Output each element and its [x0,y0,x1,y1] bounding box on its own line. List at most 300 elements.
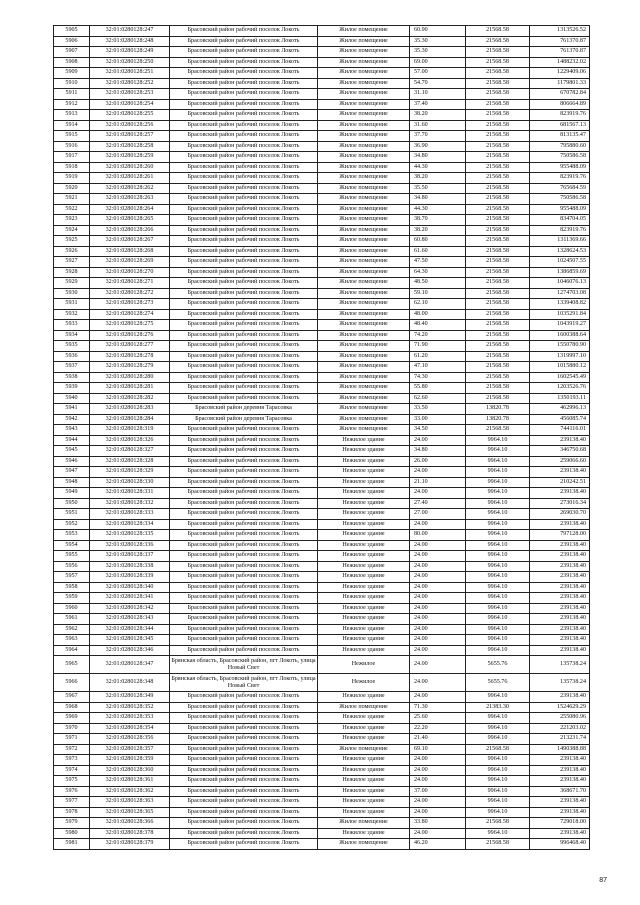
area-cell: 34.50 [410,425,466,436]
table-row [54,425,590,436]
object-type-cell: Нежилое здание [318,645,410,656]
row-number-cell: 5980 [54,828,90,839]
cadastral-value-cell: 462996.13 [530,404,590,415]
cadastral-number-cell: 32:01:0280128:341 [90,593,170,604]
row-number-cell: 5941 [54,404,90,415]
row-number-cell: 5964 [54,645,90,656]
table-row [54,624,590,635]
object-type-cell: Нежилое здание [318,467,410,478]
cadastral-value-cell: 1313526.52 [530,26,590,37]
cadastral-number-cell: 32:01:0280128:263 [90,194,170,205]
table-row [54,692,590,703]
area-cell: 48.50 [410,278,466,289]
unit-value-cell: 21568.58 [466,393,530,404]
object-type-cell: Жилое помещение [318,173,410,184]
area-cell: 38.20 [410,110,466,121]
area-cell: 24.00 [410,551,466,562]
table-row [54,131,590,142]
object-type-cell: Нежилое здание [318,477,410,488]
address-cell: Брасовский район рабочий поселок Локоть [170,351,318,362]
row-number-cell: 5945 [54,446,90,457]
area-cell: 36.90 [410,141,466,152]
area-cell: 64.30 [410,267,466,278]
cadastral-number-cell: 32:01:0280128:273 [90,299,170,310]
cadastral-value-cell: 1046076.13 [530,278,590,289]
unit-value-cell: 9964.10 [466,828,530,839]
unit-value-cell: 21568.58 [466,173,530,184]
object-type-cell: Жилое помещение [318,141,410,152]
address-cell: Брасовский район рабочий поселок Локоть [170,110,318,121]
unit-value-cell: 21568.58 [466,288,530,299]
address-cell: Брасовский район рабочий поселок Локоть [170,299,318,310]
cadastral-number-cell: 32:01:0280128:340 [90,582,170,593]
cadastral-value-cell: 239138.40 [530,776,590,787]
address-cell: Брасовский район рабочий поселок Локоть [170,435,318,446]
table-row [54,78,590,89]
unit-value-cell: 5655.76 [466,656,530,674]
area-cell: 55.80 [410,383,466,394]
table-row [54,839,590,850]
area-cell: 71.90 [410,341,466,352]
table-row [54,194,590,205]
table-row [54,246,590,257]
cadastral-value-cell: 823919.76 [530,225,590,236]
registry-table [53,25,590,850]
object-type-cell: Нежилое здание [318,488,410,499]
object-type-cell: Нежилое здание [318,572,410,583]
area-cell: 33.00 [410,414,466,425]
table-row [54,68,590,79]
object-type-cell: Жилое помещение [318,330,410,341]
table-row [54,674,590,692]
cadastral-value-cell: 239138.40 [530,614,590,625]
area-cell: 24.00 [410,582,466,593]
cadastral-value-cell: 797128.00 [530,530,590,541]
area-cell: 62.60 [410,393,466,404]
object-type-cell: Нежилое здание [318,603,410,614]
row-number-cell: 5929 [54,278,90,289]
unit-value-cell: 9964.10 [466,435,530,446]
row-number-cell: 5934 [54,330,90,341]
object-type-cell: Жилое помещение [318,236,410,247]
area-cell: 24.00 [410,624,466,635]
address-cell: Брасовский район рабочий поселок Локоть [170,807,318,818]
address-cell: Брасовский район рабочий поселок Локоть [170,89,318,100]
unit-value-cell: 9964.10 [466,786,530,797]
cadastral-value-cell: 1550780.90 [530,341,590,352]
unit-value-cell: 21568.58 [466,194,530,205]
table-row [54,99,590,110]
row-number-cell: 5905 [54,26,90,37]
object-type-cell: Нежилое здание [318,692,410,703]
object-type-cell: Нежилое здание [318,786,410,797]
cadastral-value-cell: 955488.09 [530,204,590,215]
table-row [54,723,590,734]
area-cell: 24.00 [410,467,466,478]
area-cell: 46.20 [410,839,466,850]
address-cell: Брасовский район рабочий поселок Локоть [170,614,318,625]
object-type-cell: Нежилое здание [318,509,410,520]
table-row [54,141,590,152]
cadastral-number-cell: 32:01:0280128:275 [90,320,170,331]
cadastral-value-cell: 1339408.82 [530,299,590,310]
row-number-cell: 5924 [54,225,90,236]
table-row [54,456,590,467]
object-type-cell: Жилое помещение [318,818,410,829]
cadastral-number-cell: 32:01:0280128:334 [90,519,170,530]
area-cell: 24.00 [410,828,466,839]
cadastral-value-cell: 1600388.64 [530,330,590,341]
object-type-cell: Нежилое здание [318,551,410,562]
cadastral-value-cell: 135738.24 [530,656,590,674]
row-number-cell: 5931 [54,299,90,310]
cadastral-number-cell: 32:01:0280128:352 [90,702,170,713]
cadastral-number-cell: 32:01:0280128:356 [90,734,170,745]
unit-value-cell: 9964.10 [466,614,530,625]
cadastral-number-cell: 32:01:0280128:338 [90,561,170,572]
address-cell: Брасовский район рабочий поселок Локоть [170,776,318,787]
object-type-cell: Жилое помещение [318,404,410,415]
table-row [54,372,590,383]
address-cell: Брасовский район рабочий поселок Локоть [170,330,318,341]
area-cell: 34.80 [410,194,466,205]
row-number-cell: 5911 [54,89,90,100]
row-number-cell: 5923 [54,215,90,226]
table-row [54,36,590,47]
cadastral-number-cell: 32:01:0280128:281 [90,383,170,394]
object-type-cell: Нежилое здание [318,776,410,787]
table-row [54,47,590,58]
unit-value-cell: 9964.10 [466,635,530,646]
object-type-cell: Нежилое здание [318,797,410,808]
cadastral-value-cell: 239138.40 [530,582,590,593]
row-number-cell: 5968 [54,702,90,713]
cadastral-number-cell: 32:01:0280128:360 [90,765,170,776]
address-cell: Брасовский район рабочий поселок Локоть [170,141,318,152]
cadastral-number-cell: 32:01:0280128:339 [90,572,170,583]
cadastral-value-cell: 1311369.66 [530,236,590,247]
cadastral-number-cell: 32:01:0280128:269 [90,257,170,268]
table-row [54,828,590,839]
cadastral-number-cell: 32:01:0280128:361 [90,776,170,787]
object-type-cell: Жилое помещение [318,393,410,404]
table-row [54,593,590,604]
row-number-cell: 5953 [54,530,90,541]
cadastral-number-cell: 32:01:0280128:257 [90,131,170,142]
cadastral-value-cell: 1203526.76 [530,383,590,394]
area-cell: 35.30 [410,47,466,58]
area-cell: 33.50 [410,404,466,415]
object-type-cell: Жилое помещение [318,215,410,226]
cadastral-value-cell: 239138.40 [530,635,590,646]
unit-value-cell: 21568.58 [466,351,530,362]
address-cell: Брасовский район рабочий поселок Локоть [170,624,318,635]
area-cell: 34.80 [410,446,466,457]
cadastral-number-cell: 32:01:0280128:260 [90,162,170,173]
table-row [54,713,590,724]
cadastral-value-cell: 239138.40 [530,519,590,530]
unit-value-cell: 9964.10 [466,593,530,604]
address-cell: Брасовский район рабочий поселок Локоть [170,372,318,383]
cadastral-number-cell: 32:01:0280128:283 [90,404,170,415]
area-cell: 34.80 [410,152,466,163]
object-type-cell: Жилое помещение [318,152,410,163]
unit-value-cell: 21568.58 [466,204,530,215]
table-row [54,807,590,818]
address-cell: Брасовский район рабочий поселок Локоть [170,713,318,724]
unit-value-cell: 21568.58 [466,246,530,257]
area-cell: 57.00 [410,68,466,79]
cadastral-value-cell: 1319997.10 [530,351,590,362]
row-number-cell: 5963 [54,635,90,646]
cadastral-number-cell: 32:01:0280128:331 [90,488,170,499]
row-number-cell: 5946 [54,456,90,467]
table-row [54,519,590,530]
unit-value-cell: 9964.10 [466,797,530,808]
table-row [54,383,590,394]
object-type-cell: Жилое помещение [318,246,410,257]
cadastral-value-cell: 346750.68 [530,446,590,457]
unit-value-cell: 21568.58 [466,36,530,47]
object-type-cell: Жилое помещение [318,288,410,299]
object-type-cell: Нежилое здание [318,435,410,446]
table-row [54,299,590,310]
unit-value-cell: 21568.58 [466,341,530,352]
area-cell: 24.00 [410,674,466,692]
cadastral-number-cell: 32:01:0280128:278 [90,351,170,362]
cadastral-number-cell: 32:01:0280128:357 [90,744,170,755]
unit-value-cell: 9964.10 [466,540,530,551]
address-cell: Брасовский район рабочий поселок Локоть [170,57,318,68]
area-cell: 38.20 [410,225,466,236]
cadastral-number-cell: 32:01:0280128:333 [90,509,170,520]
address-cell: Брасовский район рабочий поселок Локоть [170,257,318,268]
address-cell: Брасовский район рабочий поселок Локоть [170,278,318,289]
cadastral-number-cell: 32:01:0280128:284 [90,414,170,425]
table-row [54,603,590,614]
object-type-cell: Жилое помещение [318,110,410,121]
address-cell: Брасовский район рабочий поселок Локоть [170,320,318,331]
table-row [54,26,590,37]
area-cell: 24.00 [410,540,466,551]
object-type-cell: Жилое помещение [318,78,410,89]
cadastral-value-cell: 239138.40 [530,645,590,656]
cadastral-number-cell: 32:01:0280128:279 [90,362,170,373]
unit-value-cell: 9964.10 [466,734,530,745]
area-cell: 74.30 [410,372,466,383]
cadastral-value-cell: 823919.76 [530,110,590,121]
object-type-cell: Жилое помещение [318,47,410,58]
unit-value-cell: 21568.58 [466,131,530,142]
unit-value-cell: 5655.76 [466,674,530,692]
object-type-cell: Жилое помещение [318,425,410,436]
unit-value-cell: 21568.58 [466,89,530,100]
cadastral-number-cell: 32:01:0280128:379 [90,839,170,850]
cadastral-value-cell: 456085.74 [530,414,590,425]
unit-value-cell: 21568.58 [466,110,530,121]
row-number-cell: 5942 [54,414,90,425]
address-cell: Брасовский район рабочий поселок Локоть [170,456,318,467]
object-type-cell: Жилое помещение [318,225,410,236]
area-cell: 27.40 [410,498,466,509]
area-cell: 25.60 [410,713,466,724]
address-cell: Брасовский район рабочий поселок Локоть [170,540,318,551]
row-number-cell: 5961 [54,614,90,625]
cadastral-number-cell: 32:01:0280128:255 [90,110,170,121]
cadastral-number-cell: 32:01:0280128:265 [90,215,170,226]
cadastral-number-cell: 32:01:0280128:252 [90,78,170,89]
object-type-cell: Жилое помещение [318,299,410,310]
row-number-cell: 5913 [54,110,90,121]
unit-value-cell: 9964.10 [466,723,530,734]
table-row [54,561,590,572]
cadastral-number-cell: 32:01:0280128:345 [90,635,170,646]
row-number-cell: 5938 [54,372,90,383]
address-cell: Брасовский район рабочий поселок Локоть [170,47,318,58]
table-row [54,110,590,121]
area-cell: 26.00 [410,456,466,467]
table-row [54,797,590,808]
row-number-cell: 5979 [54,818,90,829]
object-type-cell: Жилое помещение [318,99,410,110]
area-cell: 24.00 [410,755,466,766]
row-number-cell: 5965 [54,656,90,674]
cadastral-value-cell: 135738.24 [530,674,590,692]
table-row [54,435,590,446]
unit-value-cell: 21568.58 [466,47,530,58]
object-type-cell: Жилое помещение [318,89,410,100]
row-number-cell: 5971 [54,734,90,745]
area-cell: 37.40 [410,99,466,110]
cadastral-number-cell: 32:01:0280128:264 [90,204,170,215]
object-type-cell: Нежилое здание [318,807,410,818]
object-type-cell: Жилое помещение [318,839,410,850]
address-cell: Брасовский район рабочий поселок Локоть [170,786,318,797]
unit-value-cell: 9964.10 [466,755,530,766]
address-cell: Брасовский район рабочий поселок Локоть [170,267,318,278]
object-type-cell: Жилое помещение [318,120,410,131]
cadastral-number-cell: 32:01:0280128:266 [90,225,170,236]
cadastral-number-cell: 32:01:0280128:347 [90,656,170,674]
row-number-cell: 5975 [54,776,90,787]
table-row [54,204,590,215]
row-number-cell: 5966 [54,674,90,692]
object-type-cell: Нежилое [318,656,410,674]
table-row [54,467,590,478]
cadastral-value-cell: 1274703.08 [530,288,590,299]
unit-value-cell: 21568.58 [466,99,530,110]
unit-value-cell: 9964.10 [466,467,530,478]
cadastral-number-cell: 32:01:0280128:271 [90,278,170,289]
unit-value-cell: 9964.10 [466,519,530,530]
area-cell: 24.00 [410,603,466,614]
address-cell: Брасовский район рабочий поселок Локоть [170,744,318,755]
unit-value-cell: 21568.58 [466,299,530,310]
table-row [54,414,590,425]
address-cell: Брасовский район рабочий поселок Локоть [170,477,318,488]
object-type-cell: Жилое помещение [318,26,410,37]
cadastral-number-cell: 32:01:0280128:268 [90,246,170,257]
table-row [54,786,590,797]
area-cell: 24.00 [410,572,466,583]
unit-value-cell: 9964.10 [466,446,530,457]
cadastral-value-cell: 239138.40 [530,624,590,635]
cadastral-value-cell: 221203.02 [530,723,590,734]
cadastral-value-cell: 806664.89 [530,99,590,110]
unit-value-cell: 9964.10 [466,561,530,572]
table-row [54,614,590,625]
address-cell: Брасовский район рабочий поселок Локоть [170,236,318,247]
address-cell: Брасовский район рабочий поселок Локоть [170,288,318,299]
unit-value-cell: 21568.58 [466,215,530,226]
cadastral-number-cell: 32:01:0280128:327 [90,446,170,457]
area-cell: 38.70 [410,215,466,226]
address-cell: Брасовский район рабочий поселок Локоть [170,692,318,703]
table-row [54,173,590,184]
address-cell: Брасовский район рабочий поселок Локоть [170,194,318,205]
area-cell: 47.50 [410,257,466,268]
row-number-cell: 5944 [54,435,90,446]
cadastral-number-cell: 32:01:0280128:282 [90,393,170,404]
address-cell: Брасовский район рабочий поселок Локоть [170,467,318,478]
unit-value-cell: 21568.58 [466,78,530,89]
row-number-cell: 5959 [54,593,90,604]
table-row [54,582,590,593]
cadastral-number-cell: 32:01:0280128:328 [90,456,170,467]
object-type-cell: Нежилое здание [318,582,410,593]
row-number-cell: 5949 [54,488,90,499]
cadastral-value-cell: 273016.34 [530,498,590,509]
unit-value-cell: 21568.58 [466,26,530,37]
cadastral-value-cell: 1490388.88 [530,744,590,755]
cadastral-number-cell: 32:01:0280128:329 [90,467,170,478]
address-cell: Брасовский район рабочий поселок Локоть [170,36,318,47]
cadastral-number-cell: 32:01:0280128:354 [90,723,170,734]
cadastral-value-cell: 1015880.12 [530,362,590,373]
unit-value-cell: 13820.78 [466,404,530,415]
cadastral-value-cell: 239138.40 [530,692,590,703]
address-cell: Брасовский район рабочий поселок Локоть [170,173,318,184]
address-cell: Брасовский район рабочий поселок Локоть [170,572,318,583]
table-row [54,551,590,562]
table-row [54,57,590,68]
address-cell: Брасовский район рабочий поселок Локоть [170,702,318,713]
unit-value-cell: 21383.30 [466,702,530,713]
cadastral-number-cell: 32:01:0280128:359 [90,755,170,766]
area-cell: 48.40 [410,320,466,331]
cadastral-number-cell: 32:01:0280128:249 [90,47,170,58]
object-type-cell: Жилое помещение [318,372,410,383]
cadastral-value-cell: 996468.40 [530,839,590,850]
address-cell: Брасовский район рабочий поселок Локоть [170,383,318,394]
address-cell: Брасовский район рабочий поселок Локоть [170,26,318,37]
cadastral-number-cell: 32:01:0280128:270 [90,267,170,278]
object-type-cell: Нежилое здание [318,446,410,457]
cadastral-value-cell: 1024507.55 [530,257,590,268]
cadastral-number-cell: 32:01:0280128:254 [90,99,170,110]
object-type-cell: Жилое помещение [318,362,410,373]
object-type-cell: Жилое помещение [318,194,410,205]
cadastral-value-cell: 834704.05 [530,215,590,226]
cadastral-value-cell: 670782.84 [530,89,590,100]
cadastral-number-cell: 32:01:0280128:366 [90,818,170,829]
area-cell: 24.00 [410,593,466,604]
table-row [54,362,590,373]
row-number-cell: 5954 [54,540,90,551]
row-number-cell: 5919 [54,173,90,184]
cadastral-number-cell: 32:01:0280128:332 [90,498,170,509]
cadastral-number-cell: 32:01:0280128:253 [90,89,170,100]
